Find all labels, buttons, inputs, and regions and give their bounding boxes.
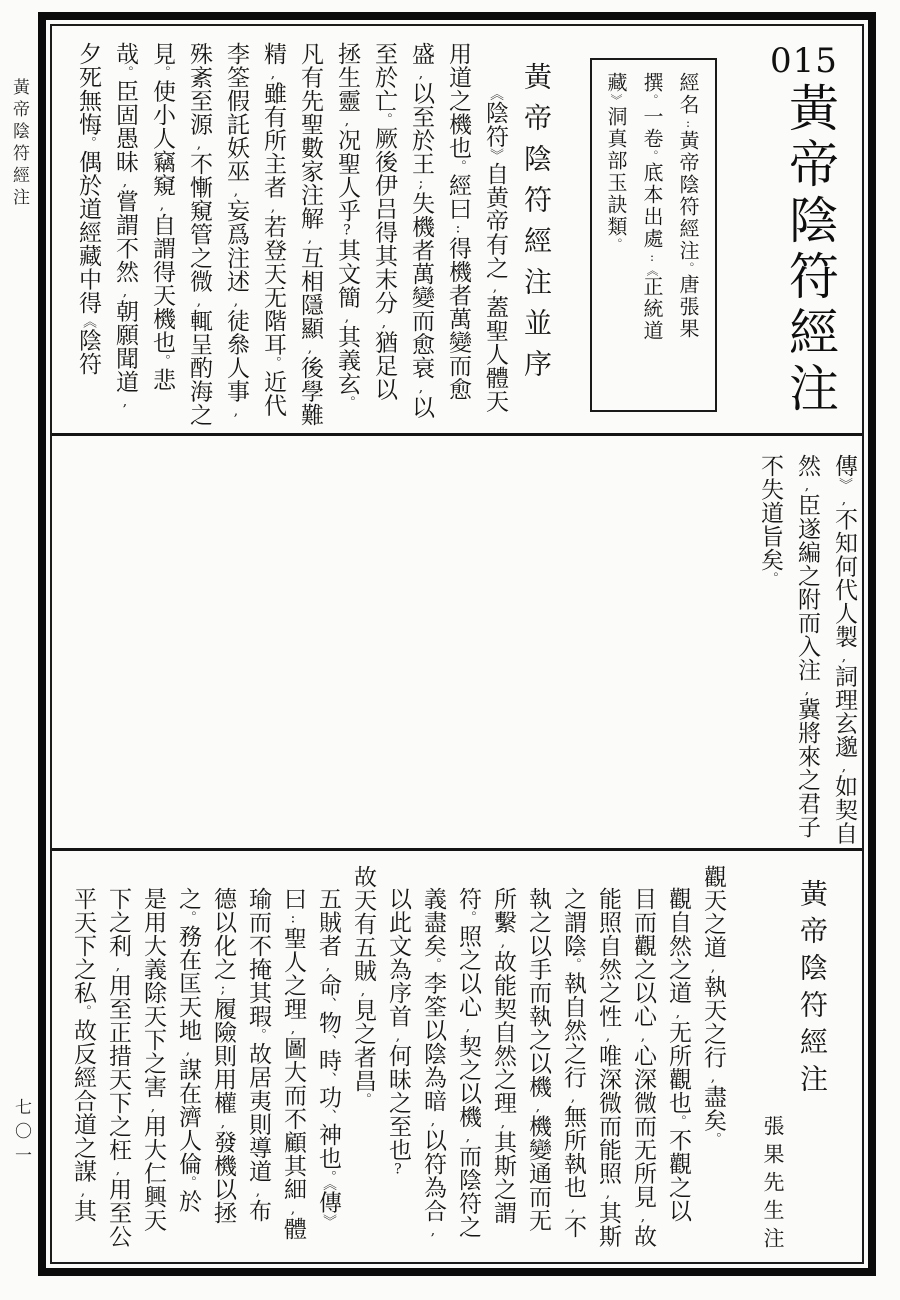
text-column: 用道之機也。經曰:得機者萬變而愈 <box>445 42 471 401</box>
text-column: 拯生靈,况聖人乎?其文簡,其義玄。 <box>334 42 360 410</box>
text-column: 至於亡。厥後伊吕得其末分,猶足以 <box>371 42 397 401</box>
column-spacer <box>730 853 756 1262</box>
commentary-column: 五賊者,命、物、時、功、神也。《傳》 <box>315 887 341 1228</box>
text-column: 《陰符》自黄帝有之,蓋聖人體天 <box>482 87 508 413</box>
text-column: 精,雖有所主者,若登天无階耳。近代 <box>260 42 286 417</box>
text-column: 哉。臣固愚昧,嘗謂不然,朝願聞道, <box>112 42 138 410</box>
text-column: 然,臣遂編之附而入注,冀將來之君子 <box>794 454 820 839</box>
text-column: 李筌假託妖巫,妄爲注述,徒叅人事, <box>223 42 249 419</box>
commentary-column: 之謂陰。執自然之行,無所執也,不 <box>560 887 586 1239</box>
text-column: 不失道旨矣。 <box>757 454 783 586</box>
main-text-section <box>65 853 834 1262</box>
commentary-column: 下之利,用至正措天下之枉,用至公 <box>105 887 131 1248</box>
commentary-column: 德以化之;履險則用權,發機以拯 <box>210 887 236 1225</box>
commentary-column: 所繫,故能契自然之理,其斯之謂 <box>490 887 516 1225</box>
horizontal-divider <box>52 848 862 851</box>
colophon-column: 撰。一卷。底本出處:《正統道 <box>640 72 664 342</box>
commentary-column: 義盡矣。李筌以陰為暗,以符為合, <box>420 887 446 1239</box>
commentary-column: 曰:聖人之理,圖大而不顧其細,體 <box>280 887 306 1241</box>
text-column: 傳》,不知何代人製,詞理玄邈,如契自 <box>831 454 857 845</box>
colophon-box <box>590 58 717 412</box>
author-attribution: 張果先生注 <box>761 1115 785 1255</box>
commentary-column: 以此文為序首,何昧之至也? <box>385 887 411 1178</box>
preface-end-section <box>751 438 862 848</box>
colophon-column: 經名:黃帝陰符經注。唐張果 <box>676 72 700 340</box>
commentary-column: 是用大義除天下之害,用大仁興天 <box>140 887 166 1232</box>
commentary-column: 執之以手而執之以機,機變通而无 <box>525 887 551 1232</box>
text-column: 夕死無悔。偶於道經藏中得《陰符 <box>75 42 101 376</box>
text-column: 凡有先聖數家注解,互相隱顯,後學難 <box>297 42 323 427</box>
margin-book-title: 黃帝陰符經注 <box>9 78 29 210</box>
commentary-column: 觀自然之道,无所觀也。不觀之以 <box>665 887 691 1223</box>
text-column: 盛,以至於王;失機者萬變而愈衰,以 <box>408 42 434 419</box>
horizontal-divider <box>52 433 862 436</box>
commentary-column: 平天下之私。故反經合道之謀,其 <box>70 887 96 1223</box>
masthead <box>766 40 854 430</box>
preface-title: 黃帝陰符經注並序 <box>520 62 553 390</box>
masthead-serial-number: 015 <box>770 41 838 81</box>
commentary-column: 瑜而不掩其瑕。故居夷則導道,布 <box>245 887 271 1223</box>
scripture-column: 觀天之道,執天之行,盡矣。 <box>700 865 726 1146</box>
commentary-column: 目而觀之以心,心深微而无所見,故 <box>630 887 656 1248</box>
text-column: 見。使小人竊窺,自謂得天機也。悲 <box>149 42 175 392</box>
preface-section <box>54 26 559 435</box>
colophon-column: 藏》洞真部玉訣類。 <box>604 72 628 250</box>
commentary-column: 符。照之以心,契之以機,而陰符之 <box>455 887 481 1239</box>
margin-page-number: 七〇一 <box>11 1098 31 1170</box>
text-column: 殊紊至源,不慚窺管之微,輒呈酌海之 <box>186 42 212 427</box>
scripture-column: 故天有五賊,見之者昌。 <box>350 865 376 1107</box>
masthead-title: 黃帝陰符經注 <box>781 82 839 418</box>
page-border-frame <box>38 12 876 1276</box>
commentary-column: 之。務在匡天地,謀在濟人倫。於 <box>175 887 201 1213</box>
commentary-column: 能照自然之性,唯深微而能照,其斯 <box>595 887 621 1248</box>
main-title: 黃帝陰符經注 <box>796 879 829 1101</box>
page-inner-frame <box>50 24 864 1264</box>
